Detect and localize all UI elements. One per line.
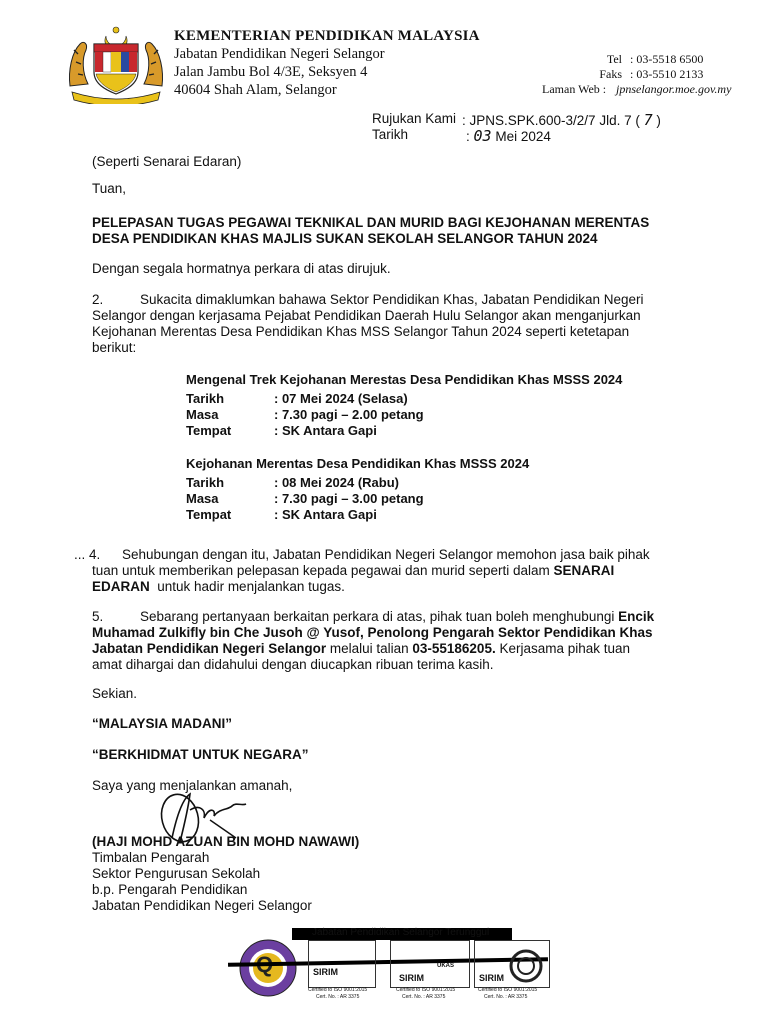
- fax-value: : 03-5510 2133: [630, 67, 704, 81]
- paragraph-4-number: ... 4.: [74, 547, 101, 562]
- paragraph-4-line-2-text: tuan untuk memberikan pelepasan kepada pegawai dan murid seperti dalam: [92, 563, 554, 578]
- date-colon: :: [466, 129, 470, 144]
- event-1-time-value: : 7.30 pagi – 2.00 petang: [274, 407, 424, 422]
- cert-text-1: Certified to ISO 9001:2015: [308, 987, 368, 993]
- address-line-2: 40604 Shah Alam, Selangor: [174, 82, 337, 98]
- reference-volume-handwritten: 7: [643, 111, 653, 129]
- tel-value: : 03-5518 6500: [630, 52, 704, 66]
- sirim-badge-3: [474, 940, 550, 988]
- reference-label: Rujukan Kami: [372, 111, 457, 126]
- sirim-badge-1: [308, 940, 376, 988]
- sirim-label-2: SIRIM: [399, 973, 425, 983]
- event-2-date-label: Tarikh: [186, 475, 225, 490]
- slogan-malaysia-madani: “MALAYSIA MADANI”: [92, 716, 233, 731]
- date-value: [466, 127, 551, 145]
- paragraph-5-line-1-text: Sebarang pertanyaan berkaitan perkara di atas, pihak tuan boleh menghubungi: [140, 609, 619, 624]
- signatory-title-1: Timbalan Pengarah: [92, 850, 210, 865]
- event-2-time-value: : 7.30 pagi – 3.00 petang: [274, 491, 424, 506]
- paragraph-5-line-4: amat dihargai dan didahului dengan diucapkan ribuan terima kasih.: [92, 657, 494, 672]
- web-value: jpnselangor.moe.gov.my: [616, 82, 732, 96]
- paragraph-2-number: 2.: [92, 292, 104, 307]
- event-1-date-label: Tarikh: [186, 391, 225, 406]
- signatory-title-3: b.p. Pengarah Pendidikan: [92, 882, 248, 897]
- slogan-berkhidmat: “BERKHIDMAT UNTUK NEGARA”: [92, 747, 309, 762]
- event-1-place-label: Tempat: [186, 423, 232, 438]
- event-1-title: Mengenal Trek Kejohanan Merestas Desa Pendidikan Khas MSSS 2024: [186, 372, 623, 387]
- paragraph-2-line-2: Selangor dengan kerjasama Pejabat Pendidikan Daerah Hulu Selangor akan menganjurkan: [92, 308, 641, 323]
- date-day-handwritten: 03: [473, 127, 492, 145]
- certification-mark-icon: [509, 949, 543, 983]
- signatory-name: (HAJI MOHD AZUAN BIN MOHD NAWAWI): [92, 834, 360, 849]
- date-month-year: Mei 2024: [495, 129, 551, 144]
- department-name: Jabatan Pendidikan Negeri Selangor: [174, 46, 385, 62]
- sirim-label-3: SIRIM: [479, 973, 505, 983]
- paragraph-2-line-3: Kejohanan Merentas Desa Pendidikan Khas MSS Selangor Tahun 2024 seperti ketetapan: [92, 324, 630, 339]
- event-2-place-value: : SK Antara Gapi: [274, 507, 377, 522]
- contact-phone: 03-55186205.: [412, 641, 496, 656]
- cert-text-2: Certified to ISO 9001:2015: [396, 987, 456, 993]
- senarai-bold: SENARAI: [553, 563, 615, 578]
- paragraph-5-line-2: Muhamad Zulkifly bin Che Jusoh @ Yusof, Penolong Pengarah Sektor Pendidikan Khas: [92, 625, 653, 640]
- event-1-time-label: Masa: [186, 407, 219, 422]
- paragraph-4-line-3: [92, 579, 345, 596]
- reference-close-paren: ): [656, 113, 661, 128]
- subject-line-1: PELEPASAN TUGAS PEGAWAI TEKNIKAL DAN MURID BAGI KEJOHANAN MERENTAS: [92, 215, 650, 230]
- web-label: Laman Web :: [542, 82, 607, 96]
- contact-honorific: Encik: [618, 609, 655, 624]
- event-2-place-label: Tempat: [186, 507, 232, 522]
- salutation: Tuan,: [92, 181, 127, 196]
- paragraph-5-number: 5.: [92, 609, 104, 624]
- contact-department: Jabatan Pendidikan Negeri Selangor: [92, 641, 327, 656]
- fax-label: Faks: [599, 67, 622, 81]
- footer-redaction-bar: [292, 928, 512, 940]
- sirim-label-1: SIRIM: [313, 967, 339, 977]
- paragraph-5-line-3-end: Kerjasama pihak tuan: [495, 641, 631, 656]
- paragraph-5-line-3-text: melalui talian: [326, 641, 413, 656]
- cert-number-1: Cert. No. : AR 3375: [316, 994, 360, 1000]
- recipient-line: (Seperti Senarai Edaran): [92, 154, 242, 169]
- date-label: Tarikh: [372, 127, 409, 142]
- paragraph-2-line-4: berikut:: [92, 340, 137, 355]
- address-line-1: Jalan Jambu Bol 4/3E, Seksyen 4: [174, 64, 368, 80]
- trust-line: Saya yang menjalankan amanah,: [92, 778, 293, 793]
- cert-number-3: Cert. No. : AR 3375: [484, 994, 528, 1000]
- paragraph-5-line-3: [92, 641, 630, 658]
- paragraph-4-line-3-text: untuk hadir menjalankan tugas.: [149, 579, 345, 594]
- cert-number-2: Cert. No. : AR 3375: [402, 994, 446, 1000]
- reference-number: : JPNS.SPK.600-3/2/7 Jld. 7 (: [462, 113, 640, 128]
- paragraph-2-line-1: Sukacita dimaklumkan bahawa Sektor Pendidikan Khas, Jabatan Pendidikan Negeri: [140, 292, 644, 307]
- edaran-bold: EDARAN: [92, 579, 150, 594]
- signatory-title-4: Jabatan Pendidikan Negeri Selangor: [92, 898, 312, 913]
- paragraph-1: Dengan segala hormatnya perkara di atas dirujuk.: [92, 261, 391, 276]
- paragraph-5-line-1: [140, 609, 654, 626]
- event-1-place-value: : SK Antara Gapi: [274, 423, 377, 438]
- footer-banner-text: Jabatan Pendidikan Selangor Terunggul: [312, 927, 490, 938]
- signatory-title-2: Sektor Pengurusan Sekolah: [92, 866, 261, 881]
- paragraph-4-line-1: Sehubungan dengan itu, Jabatan Pendidikan Negeri Selangor memohon jasa baik pihak: [122, 547, 650, 562]
- ministry-name: KEMENTERIAN PENDIDIKAN MALAYSIA: [174, 28, 480, 44]
- cert-text-3: Certified to ISO 9001:2015: [478, 987, 538, 993]
- closing: Sekian.: [92, 686, 138, 701]
- event-2-time-label: Masa: [186, 491, 219, 506]
- event-2-title: Kejohanan Merentas Desa Pendidikan Khas MSSS 2024: [186, 456, 530, 471]
- subject-line-2: DESA PENDIDIKAN KHAS MAJLIS SUKAN SEKOLAH SELANGOR TAHUN 2024: [92, 231, 598, 246]
- paragraph-4-line-2: [92, 563, 614, 580]
- sirim-badge-2: [390, 940, 470, 988]
- ukas-label: UKAS: [437, 963, 455, 969]
- event-1-date-value: : 07 Mei 2024 (Selasa): [274, 391, 408, 406]
- tel-label: Tel: [606, 52, 622, 66]
- malaysia-coat-of-arms-logo: [66, 22, 166, 104]
- event-2-date-value: : 08 Mei 2024 (Rabu): [274, 475, 399, 490]
